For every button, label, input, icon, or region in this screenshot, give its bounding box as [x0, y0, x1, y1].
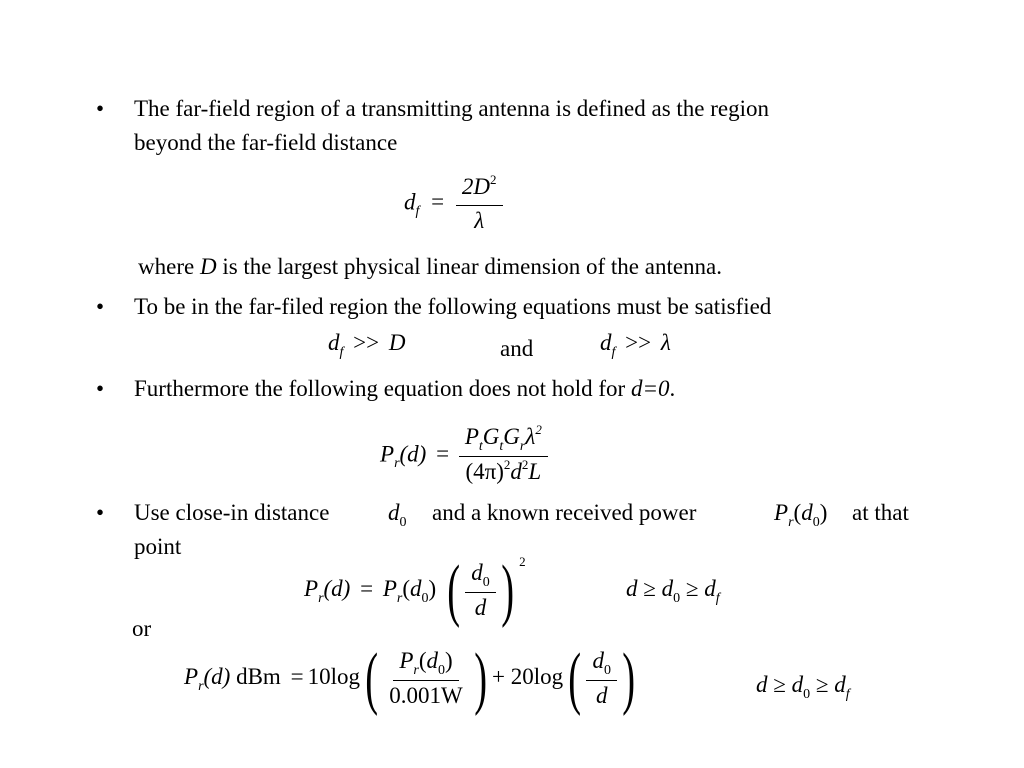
pd-r: r — [198, 678, 204, 694]
or-word: or — [132, 616, 152, 641]
pd-num2-d: d — [592, 648, 604, 673]
b3-post: . — [669, 376, 676, 401]
pd-d: (d) — [203, 663, 231, 689]
condition-df-gg-lambda — [600, 330, 671, 360]
pdc-zero: 0 — [803, 687, 811, 702]
pl-den-d: d — [474, 595, 487, 620]
b4-d: d — [388, 500, 400, 525]
plc-zero: 0 — [673, 591, 681, 606]
pl-zero: 0 — [421, 590, 429, 606]
bullet-1-marker: • — [96, 96, 105, 121]
pl-r: r — [318, 590, 324, 606]
bullet-1-line-2: beyond the far-field distance — [134, 130, 398, 155]
pathloss-dbm-condition — [756, 672, 850, 702]
fr-eq: = — [436, 441, 450, 467]
fr-r2: r — [519, 439, 526, 454]
b3-pre: Furthermore the following equation does not hold for — [134, 376, 631, 401]
c2-gg: >> — [625, 330, 652, 355]
where-line — [138, 250, 722, 284]
fr-sq3: 2 — [521, 457, 529, 472]
c1-f: f — [339, 345, 344, 360]
bullet-3-marker: • — [96, 376, 105, 401]
b4-prd0: $P_r(d_0)$ — [774, 500, 828, 530]
eq1-sub-f: f — [415, 204, 420, 220]
b4-zero: 0 — [399, 515, 407, 530]
pd-num-d: d — [426, 648, 438, 673]
bullet-3-line — [134, 372, 675, 406]
pd-num2-zero: 0 — [603, 663, 611, 678]
plc-d: d — [626, 576, 638, 601]
pathloss-dbm-equation: $P_r(d)$ dBm = 10log( $\frac{P_r(d_0)}{0.001W}$ ) + 20log( $\frac{d_0}{d}$ ) — [184, 639, 636, 717]
pd-P: P — [184, 663, 199, 689]
fr-t1: t — [478, 439, 483, 454]
c2-lambda: λ — [660, 330, 671, 355]
fr-lambda: λ — [525, 424, 536, 449]
where-pre: where — [138, 254, 200, 279]
bullet-2-marker: • — [96, 294, 105, 319]
friis-equation — [380, 424, 548, 488]
plc-f: f — [715, 591, 720, 606]
pd-dbm: dBm — [236, 663, 281, 689]
pd-den2-d: d — [595, 683, 608, 708]
pl-P2: P — [382, 575, 397, 601]
fr-den-d: d — [510, 459, 522, 484]
eq1-den: λ — [474, 208, 485, 233]
fr-den-L: L — [528, 459, 542, 484]
eq1-d: d — [404, 189, 416, 215]
plc-d0: d — [661, 576, 674, 601]
pd-num-zero: 0 — [438, 663, 445, 678]
fr-t2: t — [499, 439, 504, 454]
fr-sq2: 2 — [503, 457, 511, 472]
pl-num-d: d — [471, 560, 483, 585]
far-field-distance-equation — [404, 174, 503, 234]
pd-eq: = — [290, 663, 304, 689]
pathloss-linear-equation: $P_r(d) = P_r(d_0)$ ( $\frac{d_0}{d}$ ) $^2$ — [304, 551, 526, 629]
where-var: D — [199, 254, 217, 279]
plc-geq2: ≥ — [685, 576, 699, 601]
pdc-d: d — [756, 672, 768, 697]
bullet-2-line-1: To be in the far-filed region the following equations must be satisfied — [134, 294, 772, 319]
pl-d2: d — [410, 575, 422, 601]
pd-fraction-2 — [586, 648, 617, 709]
fr-d: (d) — [399, 441, 427, 467]
b4-r: r — [788, 515, 794, 530]
pdc-geq1: ≥ — [773, 672, 786, 697]
bullet-1-line-1: The far-field region of a transmitting antenna is defined as the region — [134, 96, 770, 121]
plc-df: d — [704, 576, 716, 601]
pl-P: P — [304, 575, 319, 601]
pd-10log: 10log — [307, 663, 360, 689]
pathloss-linear-condition — [626, 576, 720, 606]
fr-fraction: $\frac{P_tG_tG_r\lambda^2}{(4\pi)^2d^2L}$ — [459, 424, 548, 488]
bullet-4-post: at that — [852, 500, 909, 525]
and-word: and — [500, 336, 534, 361]
pl-sq: 2 — [519, 553, 526, 569]
b4-d2: d — [801, 500, 813, 525]
c1-gg: >> — [353, 330, 380, 355]
c1-d: d — [328, 330, 340, 355]
bullet-4-line-2: point — [134, 534, 182, 559]
where-post: is the largest physical linear dimension of the antenna. — [216, 254, 723, 279]
eq1-equals: = — [431, 189, 445, 215]
pdc-geq2: ≥ — [815, 672, 829, 697]
pd-fraction-1: $\frac{P_r(d_0)}{0.001W}$ — [383, 648, 468, 709]
b3-var: d=0 — [630, 376, 670, 401]
bullet-4-marker: • — [96, 500, 105, 525]
pdc-f: f — [845, 687, 850, 702]
plc-geq1: ≥ — [643, 576, 656, 601]
bullet-4-pre: Use close-in distance — [134, 500, 330, 525]
b4-P: P — [774, 500, 789, 525]
pd-20log: + 20log — [492, 663, 564, 689]
pd-den-w: 0.001W — [389, 683, 463, 708]
eq1-num-sq: 2 — [490, 172, 497, 187]
b4-d0 — [388, 500, 407, 530]
pdc-d0: d — [791, 672, 804, 697]
fr-4pi: (4π) — [465, 459, 504, 484]
c2-d: d — [600, 330, 612, 355]
c2-f: f — [611, 345, 616, 360]
condition-df-gg-D — [328, 330, 406, 360]
pd-num-r: r — [413, 663, 419, 678]
pl-r2: r — [396, 590, 403, 606]
fr-r: r — [394, 456, 400, 472]
eq1-num: 2D — [461, 174, 490, 199]
pdc-df: d — [834, 672, 846, 697]
b4-zero2: 0 — [812, 515, 820, 530]
fr-P: P — [380, 441, 395, 467]
fr-sq1: 2 — [535, 422, 542, 437]
c1-D: D — [388, 330, 406, 355]
pd-num-P: P — [399, 648, 414, 673]
pl-eq: = — [360, 575, 374, 601]
pl-fraction — [465, 560, 496, 621]
bullet-4-mid: and a known received power — [432, 500, 697, 525]
pl-num-zero: 0 — [482, 575, 490, 590]
eq1-fraction — [456, 174, 503, 234]
pl-d: (d) — [323, 575, 351, 601]
